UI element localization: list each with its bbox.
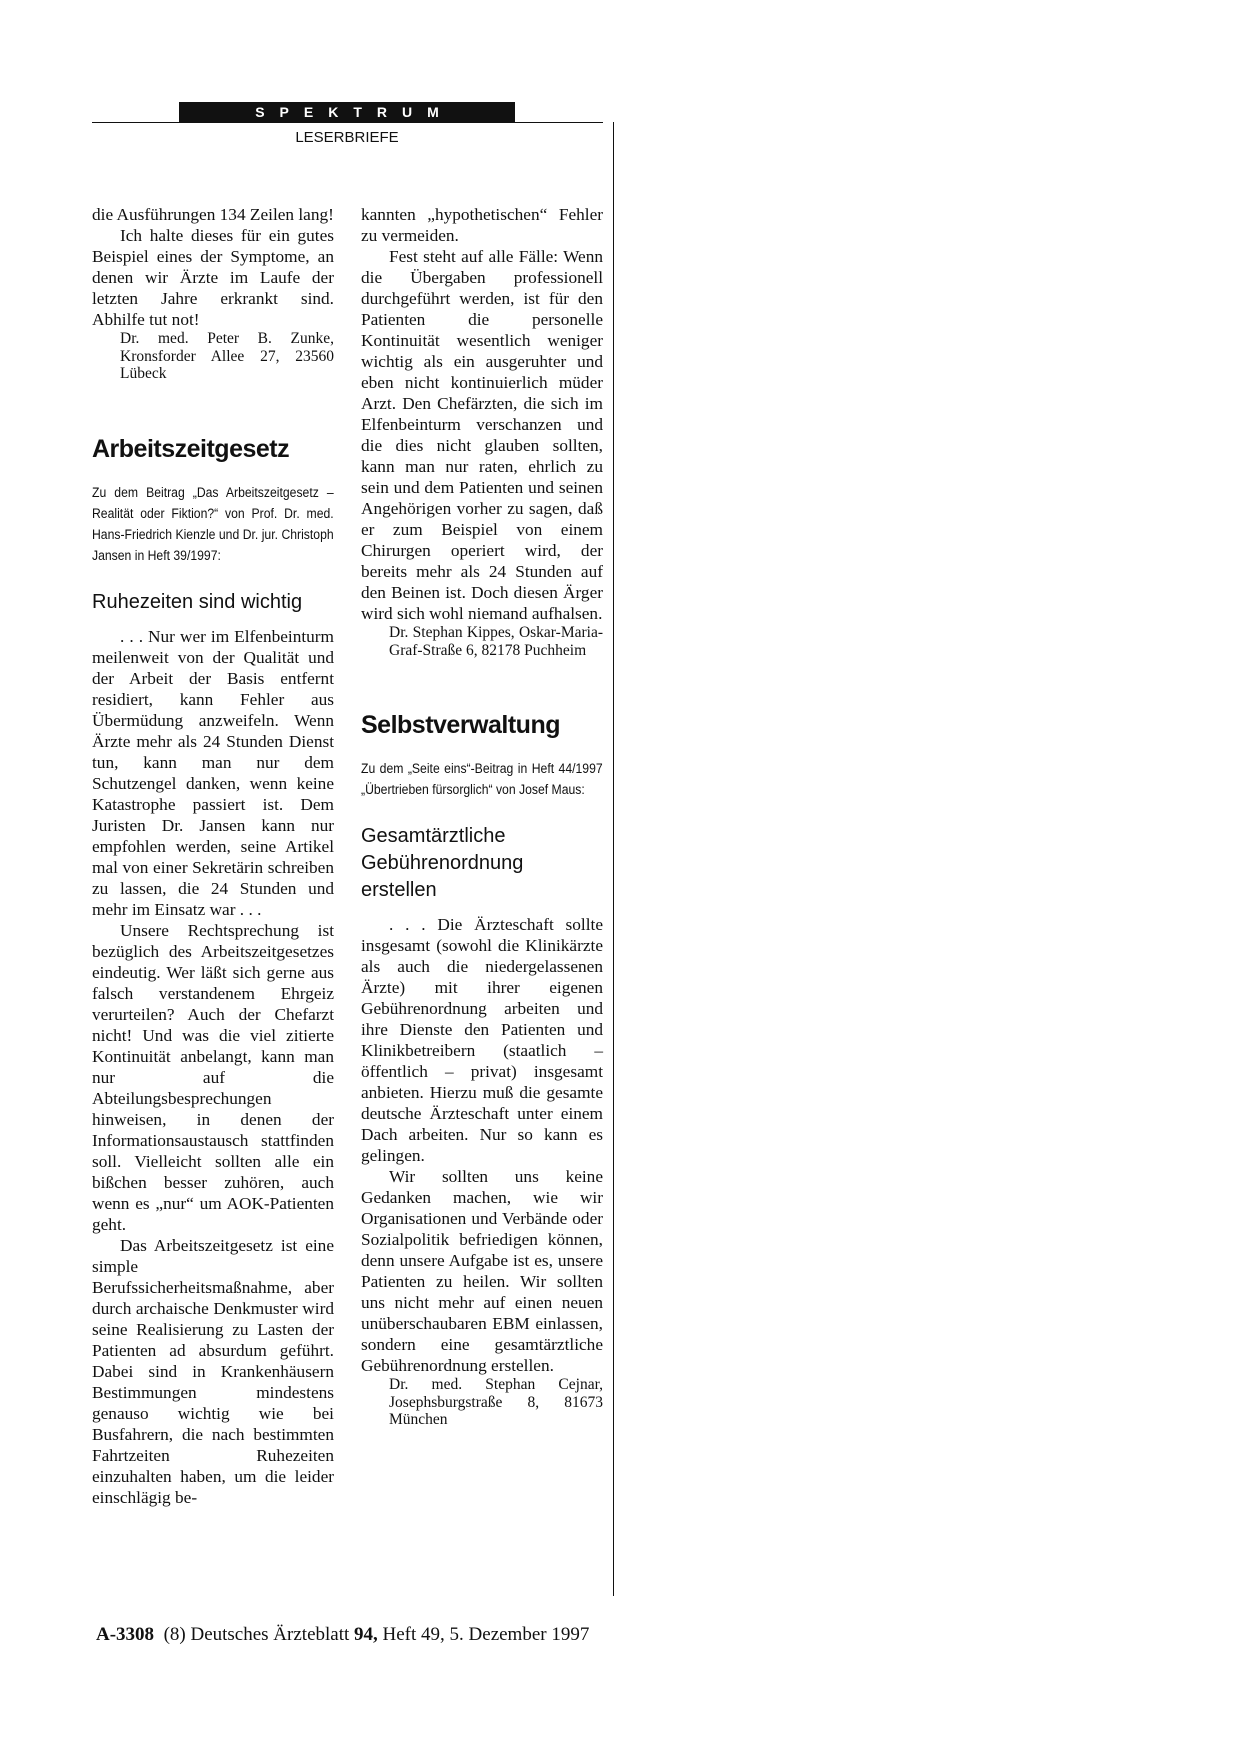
paragraph: . . . Die Ärzteschaft sollte insgesamt (sowohl die Klinikärzte als auch die niedergelassenen Ärzte) mit ihrer eigenen Gebührenordnung arbeiten und ihre Dienste den Patienten und Klinikbetreibern (staatlich – öffentlich – privat) insgesamt anbieten. Hierzu muß die gesamte deutsche Ärzteschaft unter einem Dach arbeiten. Nur so kann es gelingen. [361,915,603,1165]
letter-signature: Dr. med. Stephan Cejnar, Josephsburgstraße 8, 81673 München [389,1376,603,1428]
volume-number: 94, [354,1624,378,1645]
column-right [361,204,603,1429]
paragraph: Wir sollten uns keine Gedanken machen, wie wir Organisationen und Verbände oder Sozialpolitik befriedigen können, denn unsere Aufgabe ist es, unsere Patienten zu heilen. Wir sollten uns nicht mehr auf einen neuen unüberschaubaren EBM einlassen, sondern eine gesamtärztliche Gebührenordnung erstellen. [361,1167,603,1375]
letter-reference: Zu dem „Seite eins“-Beitrag in Heft 44/1997 „Übertrieben fürsorglich“ von Josef Maus: [361,761,603,798]
column-left [92,204,334,1508]
section-title: Selbstverwaltung [361,711,560,739]
journal-name: (8) Deutsches Ärzteblatt [163,1624,350,1645]
paragraph: . . . Nur wer im Elfenbeinturm meilenweit von der Qualität und der Arbeit der Basis entfernt residiert, kann Fehler aus Übermüdung anzweifeln. Wenn Ärzte mehr als 24 Stunden Dienst tun, kann man nur dem Schutzengel danken, wenn keine Katastrophe passiert ist. Dem Juristen Dr. Jansen kann nur empfohlen werden, seine Artikel mal von einer Sekretärin schreiben zu lassen, die 24 Stunden und mehr im Einsatz war . . . [92,626,334,919]
paragraph: Das Arbeitszeitgesetz ist eine simple Berufssicherheitsmaßnahme, aber durch archaische Denkmuster wird seine Realisierung zu Lasten der Patienten ad absurdum geführt. Dabei sind in Krankenhäusern Bestimmungen mindestens genauso wichtig wie bei Busfahrern, die nach bestimmten Fahrtzeiten Ruhezeiten einzuhalten haben, um die leider einschlägig be- [92,1235,334,1507]
letter-signature: Dr. med. Peter B. Zunke, Kronsforder Allee 27, 23560 Lübeck [120,330,334,382]
paragraph: Unsere Rechtsprechung ist bezüglich des Arbeitszeitgesetzes eindeutig. Wer läßt sich gerne aus falsch verstandenem Ehrgeiz verurteilen? Auch der Chefarzt nicht! Und was die viel zitierte Kontinuität anbelangt, kann man nur auf die Abteilungsbesprechungen hinweisen, in denen der Informationsaustausch stattfinden soll. Vielleicht sollten alle ein bißchen besser zuhören, auch wenn es „nur“ um AOK-Patienten geht. [92,920,334,1234]
letter-headline: Gesamtärztliche Gebührenordnung erstellen [361,825,524,901]
section-header-bar: SPEKTRUM [179,102,515,122]
page-footer [96,1623,589,1647]
subsection-label: LESERBRIEFE [295,129,399,146]
letter-signature: Dr. Stephan Kippes, Oskar-Maria-Graf-Straße 6, 82178 Puchheim [389,624,603,659]
issue-info: Heft 49, 5. Dezember 1997 [382,1624,590,1645]
letter-headline: Ruhezeiten sind wichtig [92,590,303,613]
section-title: Arbeitszeitgesetz [92,434,290,463]
column-rule [613,122,614,1596]
paragraph: Fest steht auf alle Fälle: Wenn die Übergaben professionell durchgeführt werden, ist für den Patienten die personelle Kontinuität wesentlich weniger wichtig als ein ausgeruhter und eben nicht kontinuierlich müder Arzt. Den Chefärzten, die sich im Elfenbeinturm verschanzen und die dies nicht glauben sollten, kann man nur raten, ehrlich zu sein und dem Patienten und seinen Angehörigen vorher zu sagen, daß er zum Beispiel von einem Chirurgen operiert wird, der bereits mehr als 24 Stunden auf den Beinen ist. Doch diesen Ärger wird sich wohl niemand aufhalsen. [361,247,603,623]
letter-reference: Zu dem Beitrag „Das Arbeitszeitgesetz – Realität oder Fiktion?“ von Prof. Dr. med. Hans-Friedrich Kienzle und Dr. jur. Christoph Jansen in Heft 39/1997: [92,484,334,564]
paragraph: die Ausführungen 134 Zeilen lang! [92,205,334,224]
page-code: A-3308 [96,1624,155,1645]
paragraph: Ich halte dieses für ein gutes Beispiel eines der Symptome, an denen wir Ärzte im Laufe der letzten Jahre erkrankt sind. Abhilfe tut not! [92,226,334,329]
paragraph: kannten „hypothetischen“ Fehler zu vermeiden. [361,205,603,245]
header-rule [92,122,603,123]
